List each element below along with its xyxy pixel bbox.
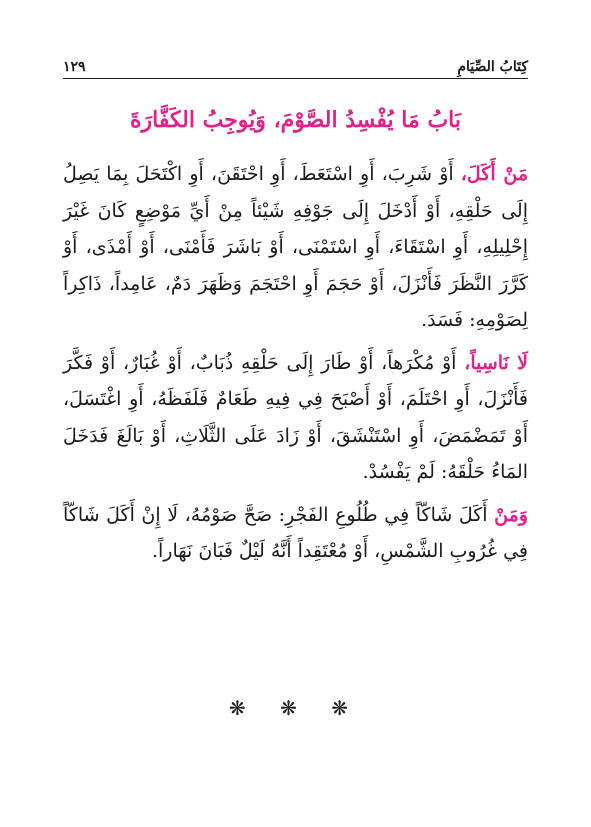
paragraph-3-text: أَكَلَ شَاكّاً فِي طُلُوعِ الفَجْرِ: صَحَّ صَوْمُهُ، لَا إِنْ أَكَلَ شَاكّاً فِي غُرُوبِ الشَّمْسِ، أَوْ مُعْتَقِداً أَنَّهُ لَيْلٌ فَبَانَ نَهَاراً. bbox=[63, 503, 528, 562]
paragraph-1-text: أَوْ شَرِبَ، أَوِ اسْتَعَطَ، أَوِ احْتَقَنَ، أَوِ اكْتَحَلَ بِمَا يَصِلُ إِلَى حَلْقِهِ، أَوْ أَدْخَلَ إِلَى جَوْفِهِ شَيْئاً مِنْ أَيِّ مَوْضِعٍ كَانَ غَيْرَ إِحْلِيلِهِ، أَوِ اسْتَقَاءَ، أَوِ اسْتَمْنَى، أَوْ بَاشَرَ فَأَمْنَى، أَوْ أَمْذَى، أَوْ كَرَّرَ النَّظَرَ فَأَنْزَلَ، أَوْ حَجَمَ أَوِ احْتَجَمَ وَظَهَرَ دَمٌ، عَامِداً، ذَاكِراً لِصَوْمِهِ: فَسَدَ. bbox=[63, 163, 528, 331]
section-end-ornament: ❋ ❋ ❋ bbox=[229, 696, 362, 720]
page-number: ١٢٩ bbox=[63, 59, 86, 75]
paragraph-1 bbox=[63, 156, 528, 339]
paragraph-2-text: أَوْ مُكْرَهاً، أَوْ طَارَ إِلَى حَلْقِهِ ذُبَابٌ، أَوْ غُبَارٌ، أَوْ فَكَّرَ فَأَنْزَلَ، أَوِ احْتَلَمَ، أَوْ أَصْبَحَ فِي فِيهِ طَعَامٌ فَلَفَظَهُ، أَوِ اغْتَسَلَ، أَوْ تَمَضْمَضَ، أَوِ اسْتَنْشَقَ، أَوْ زَادَ عَلَى الثَّلَاثِ، أَوْ بَالَغَ فَدَخَلَ المَاءُ حَلْقَهُ: لَمْ يَفْسُدْ. bbox=[63, 351, 528, 483]
paragraph-3-lead: وَمَنْ bbox=[494, 503, 528, 526]
book-title: كِتَابُ الصِّيَامِ bbox=[457, 59, 528, 75]
body-text bbox=[63, 156, 528, 576]
running-head bbox=[63, 52, 528, 79]
paragraph-1-lead: مَنْ أَكَلَ، bbox=[460, 163, 528, 185]
paragraph-2 bbox=[63, 345, 528, 491]
chapter-title: بَابُ مَا يُفْسِدُ الصَّوْمَ، وَيُوجِبُ الكَفَّارَةَ bbox=[130, 107, 461, 133]
paragraph-2-lead: لَا نَاسِياً، bbox=[464, 351, 528, 374]
paragraph-3 bbox=[63, 497, 528, 570]
